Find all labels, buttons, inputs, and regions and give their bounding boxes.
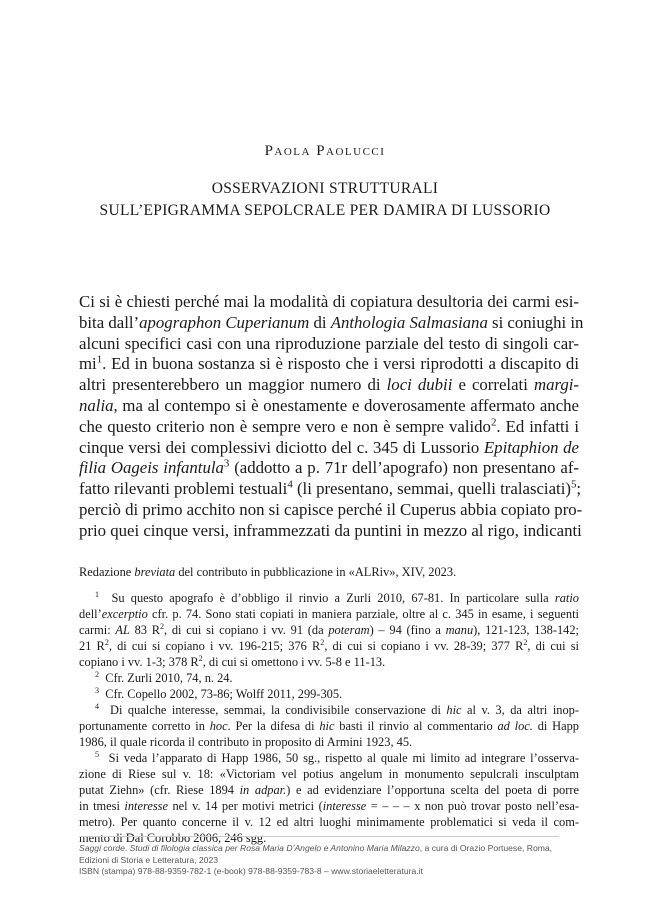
footnote-ref[interactable]: 1: [96, 353, 103, 366]
footnote-4-line: 1986, il quale ricorda il contributo in proposito di Armini 1923, 45.: [79, 735, 413, 749]
body-line: nalia, ma al contempo si è onestamente e doverosamente affermato anche: [79, 395, 579, 415]
publication-footer: [79, 843, 579, 878]
footnotes: [79, 590, 579, 846]
footnote-5-line: zione di Riese sul v. 18: «Victoriam vel potius angelum in monumento sepulcrali insculptam: [79, 767, 579, 781]
footnote-5: $^5$ Si veda l’apparato di Happ 1986, 50 sg., rispetto al quale mi limito ad integrare l’osserva-: [95, 749, 579, 765]
footnote-4: $^4$ Di qualche interesse, semmai, la condivisibile conservazione di hic al v. 3, da altri inop-: [95, 701, 579, 717]
body-line: bita dall’apographon Cuperianum di Anthologia Salmasiana si coniughi in: [79, 312, 584, 332]
footnote-3: $^3$ Cfr. Copello 2002, 73-86; Wolff 2011, 299-305.: [95, 685, 343, 701]
footnote-1-line: dell’excerptio cfr. p. 74. Sono stati copiati in maniera parziale, oltre al c. 345 in esame, i seguenti: [79, 607, 579, 621]
footnote-ref[interactable]: 4: [287, 478, 293, 491]
footnote-1-line: 21 $R^2$, di cui si copiano i vv. 196-215; 376 $R^2$, di cui si copiano i vv. 28-39; 377 $R^2$, di cui si: [79, 637, 579, 653]
footer-isbn: ISBN (stampa) 978-88-9359-782-1 (e-book) 978-88-9359-783-8 – www.storiaeletteratura.it: [79, 866, 423, 876]
footnote-4-line: portunamente corretto in hoc. Per la difesa di hic basti il rinvio al commentario ad loc. di Happ: [79, 719, 579, 733]
article-title: [0, 178, 650, 222]
footnote-1: $^1$ Su questo apografo è d’obbligo il rinvio a Zurli 2010, 67-81. In particolare sulla ratio: [95, 589, 579, 605]
footnote-5-line: mento di Dal Corobbo 2006, 246 sgg.: [79, 831, 267, 845]
body-line: che questo criterio non è sempre vero e non è sempre valido$^2$. Ed infatti i: [79, 416, 579, 436]
footnote-1-line: carmi: AL 83 $R^2$, di cui si copiano i vv. 91 (da poteram) – 94 (fino a manu), 121-123, 138-142;: [79, 621, 579, 637]
author-name: Paola Paolucci: [264, 143, 386, 159]
footnote-5-line: putat Ziehn» (cfr. Riese 1894 in adpar.) e ad evidenziare l’opportuna scelta del poeta di porre: [79, 783, 580, 797]
footnote-ref[interactable]: 2: [490, 416, 497, 429]
footnote-ref[interactable]: 3: [223, 457, 230, 470]
body-paragraph: [79, 292, 584, 542]
body-line: fatto rilevanti problemi testuali$^4$ (li presentano, semmai, quelli tralasciati)$^5$;: [79, 478, 582, 499]
title-line-1: OSSERVAZIONI STRUTTURALI: [211, 180, 439, 197]
title-line-2: SULL’EPIGRAMMA SEPOLCRALE PER DAMIRA DI LUSSORIO: [99, 202, 551, 219]
body-line: altri presenterebbero un maggior numero di loci dubii e correlati margi-: [79, 375, 580, 395]
body-line: filia Oageis infantula$^3$ (addotto a p. 71r dell’apografo) non presentano af-: [79, 457, 579, 478]
footnote-2: $^2$ Cfr. Zurli 2010, 74, n. 24.: [95, 669, 233, 685]
body-line: $mi^1$. Ed in buona sostanza si è risposto che i versi riprodotti a discapito di: [79, 353, 579, 374]
footer-line-2: Edizioni di Storia e Letteratura, 2023: [79, 854, 219, 865]
body-line: cinque versi dei complessivi diciotto del c. 345 di Lussorio Epitaphion de: [79, 437, 579, 457]
body-line: alcuni specifici casi con una riproduzione parziale del testo di singoli car-: [79, 333, 579, 353]
body-line: perciò di primo acchito non si capisce perché il Cuperus abbia copiato pro-: [79, 499, 583, 519]
body-line: prio quei cinque versi, inframmezzati da puntini in mezzo al rigo, indicanti: [79, 520, 582, 540]
footer-line-1: Saggi corde. Studi di filologia classica per Rosa Maria D’Angelo e Antonino Maria Milazzo, a cura di Orazio Portuese, Roma,: [79, 843, 553, 853]
footnote-ref[interactable]: 5: [570, 478, 577, 491]
body-line: Ci si è chiesti perché mai la modalità di copiatura desultoria dei carmi esi-: [79, 292, 579, 311]
footnote-1-line: copiano i vv. 1-3; 378 $R^2$, di cui si omettono i vv. 5-8 e 11-13.: [79, 653, 386, 669]
publication-note: Redazione breviata del contributo in pubblicazione in «ALRiv», XIV, 2023.: [79, 565, 457, 579]
footnote-5-line: in tmesi interesse nel v. 14 per motivi metrici (interesse = – – – x non può trovar posto nell’esa-: [79, 799, 579, 813]
footer-divider: [79, 836, 559, 837]
footnote-5-line: metro). Per quanto concerne il v. 12 ed altri luoghi minimamente problematici si veda il com-: [79, 815, 579, 829]
